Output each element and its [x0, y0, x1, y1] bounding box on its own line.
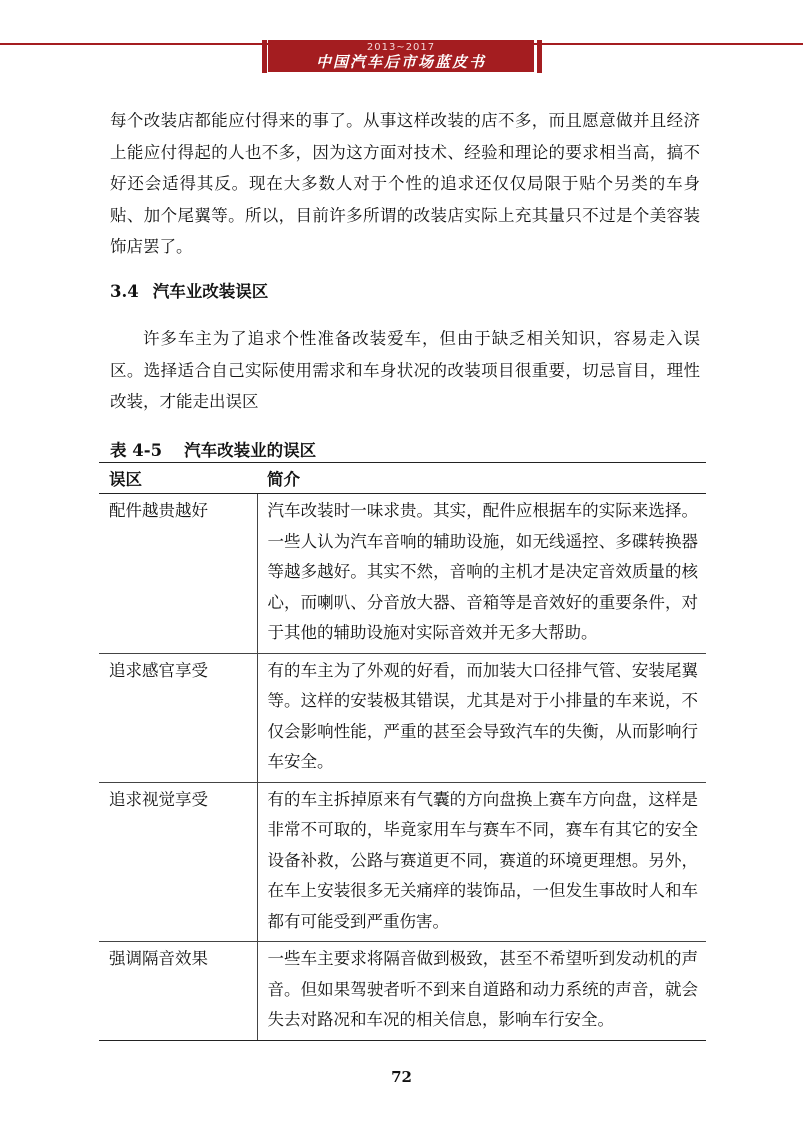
header-title: 中国汽车后市场蓝皮书 [315, 53, 486, 71]
table-row [99, 942, 706, 1041]
table-cell-misconception: 追求视觉享受 [99, 782, 257, 942]
misconceptions-table [99, 462, 706, 1041]
body-paragraph-2: 许多车主为了追求个性准备改装爱车，但由于缺乏相关知识，容易走入误区。选择适合自己实际使用需求和车身状况的改装项目很重要，切忌盲目，理性改装，才能走出误区 [110, 329, 700, 411]
header-bar-left [262, 40, 267, 73]
header-banner [268, 40, 534, 72]
table-header-misconception: 误区 [99, 463, 257, 494]
table-cell-description: 有的车主为了外观的好看，而加装大口径排气管、安装尾翼等。这样的安装极其错误，尤其是对于小排量的车来说，不仅会影响性能，严重的甚至会导致汽车的失衡，从而影响行车安全。 [257, 653, 706, 782]
table-cell-description: 一些车主要求将隔音做到极致，甚至不希望听到发动机的声音。但如果驾驶者听不到来自道路和动力系统的声音，就会失去对路况和车况的相关信息，影响车行安全。 [257, 942, 706, 1041]
table-cell-misconception: 配件越贵越好 [99, 494, 257, 654]
body-paragraph-1: 每个改装店都能应付得来的事了。从事这样改装的店不多，而且愿意做并且经济上能应付得起的人也不多，因为这方面对技术、经验和理论的要求相当高，搞不好还会适得其反。现在大多数人对于个性的追求还仅仅局限于贴个另类的车身贴、加个尾翼等。所以，目前许多所谓的改装店实际上充其量只不过是个美容装饰店罢了。 [110, 111, 700, 256]
table-cell-misconception: 追求感官享受 [99, 653, 257, 782]
table-row [99, 782, 706, 942]
table-caption [110, 437, 316, 461]
table-row [99, 653, 706, 782]
table-header-row [99, 463, 706, 494]
table-caption-title: 汽车改装业的误区 [184, 441, 317, 460]
table-row [99, 494, 706, 654]
table-cell-description: 汽车改装时一味求贵。其实，配件应根据车的实际来选择。一些人认为汽车音响的辅助设施，如无线遥控、多碟转换器等越多越好。其实不然，音响的主机才是决定音效质量的核心，而喇叭、分音放大器、音箱等是音效好的重要条件，对于其他的辅助设施对实际音效并无多大帮助。 [257, 494, 706, 654]
header-years: 2013~2017 [366, 42, 436, 53]
table-header-description: 简介 [257, 463, 706, 494]
header-bar-right [537, 40, 542, 73]
table-cell-description: 有的车主拆掉原来有气囊的方向盘换上赛车方向盘，这样是非常不可取的，毕竟家用车与赛车不同，赛车有其它的安全设备补救，公路与赛道更不同，赛道的环境更理想。另外，在车上安装很多无关痛痒的装饰品，一但发生事故时人和车都有可能受到严重伤害。 [257, 782, 706, 942]
section-heading [110, 278, 268, 302]
section-number: 3.4 [110, 282, 139, 301]
table-cell-misconception: 强调隔音效果 [99, 942, 257, 1041]
page-number: 72 [391, 1068, 412, 1086]
table-caption-number: 表 4-5 [110, 441, 163, 460]
section-title: 汽车业改装误区 [152, 282, 269, 301]
